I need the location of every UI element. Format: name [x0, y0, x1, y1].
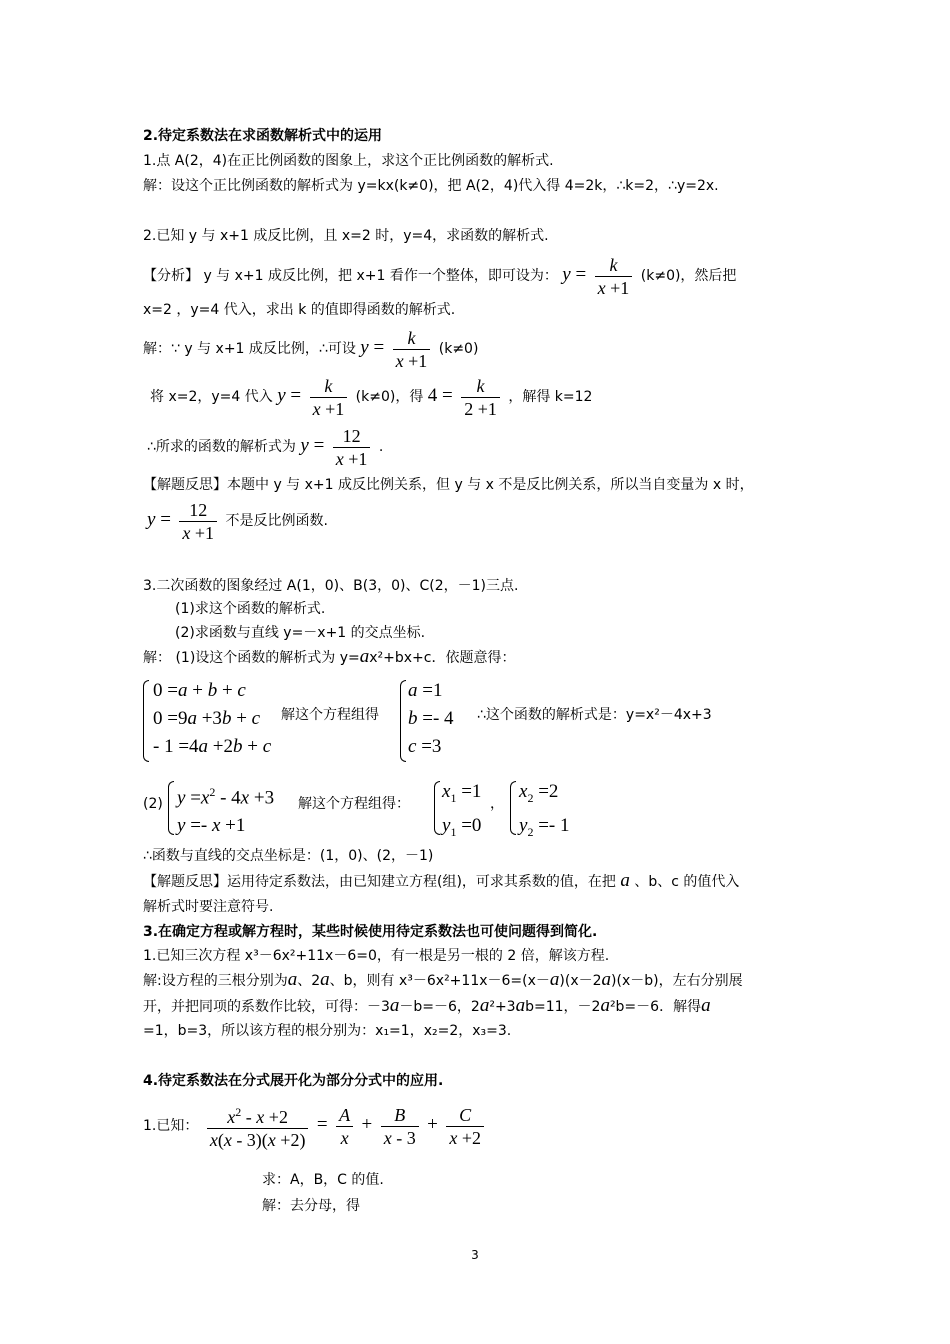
part-2-label: (2)	[143, 796, 163, 812]
p5-text: 1.已知：	[143, 1118, 199, 1134]
result-text: ∴所求的函数的解析式为	[147, 439, 296, 455]
fraction-12-over-x1: $\frac{12}{x +1}$	[179, 499, 217, 544]
math-eq: =	[316, 1114, 328, 1135]
math-a: a	[549, 969, 560, 990]
brace-left	[143, 680, 149, 762]
fraction-k-over-x1: $\frac{k}{x +1}$	[393, 327, 431, 372]
math-eq: =	[308, 435, 325, 456]
problem-1-solution: 解：设这个正比例函数的解析式为 y=kx(k≠0)，把 A(2，4)代入得 4=2k，∴k=2，∴y=2x.	[143, 178, 719, 194]
fraction-lhs: $\frac{x^2 - x +2}{x(x - 3)(x +2)}$	[207, 1101, 309, 1151]
brace-left	[510, 781, 516, 835]
math-y: y	[277, 385, 286, 406]
problem-2-reflection-cont	[147, 498, 328, 544]
subst-text: 将 x=2，y=4 代入	[150, 389, 273, 405]
reflection-text-b: 不是反比例函数.	[225, 513, 328, 529]
problem-2-substitution	[150, 374, 592, 420]
page-number: 3	[471, 1248, 479, 1262]
function-answer: ∴这个函数的解析式是：y=x²－4x+3	[477, 707, 712, 723]
problem-1-question: 1.点 A(2，4)在正比例函数的图象上，求这个正比例函数的解析式.	[143, 153, 554, 169]
math-eq: =	[155, 509, 171, 530]
fraction-C-over-x+2: $\frac{C}{x +2}$	[446, 1104, 484, 1149]
reflection-text: 【解题反思】运用待定系数法，由已知建立方程(组)，可求其系数的值，在把	[143, 874, 616, 890]
solve-text-2: 解这个方程组得：	[298, 796, 410, 812]
fraction-12-over-x1: $\frac{12}{x +1}$	[333, 425, 371, 470]
solve-text-1: 解这个方程组得	[281, 707, 379, 723]
problem-5-solution: 解：去分母，得	[262, 1198, 360, 1214]
problem-4-line3: =1，b=3，所以该方程的根分别为：x₁=1，x₂=2，x₃=3.	[143, 1023, 512, 1039]
equation-system-2: $y =x^2 - 4x +3$ y =- x +1	[177, 785, 275, 837]
fraction-B-over-x-3: $\frac{B}{x - 3}$	[381, 1104, 419, 1149]
fraction-k-over-x1: $\frac{k}{x +1}$	[310, 375, 348, 420]
solution-text-b: (k≠0)	[438, 341, 479, 357]
subst-text-c: ，解得 k=12	[508, 389, 593, 405]
problem-3-intersection: ∴函数与直线的交点坐标是：(1，0)、(2，－1)	[143, 848, 434, 864]
section-title-3: 3.在确定方程或解方程时，某些时候使用待定系数法也可使问题得到简化.	[143, 924, 598, 940]
comma: ，	[490, 796, 504, 812]
math-y: y	[562, 264, 571, 285]
math-y: y	[300, 435, 309, 456]
result-period: .	[378, 439, 384, 455]
problem-4-question: 1.已知三次方程 x³－6x²+11x－6=0，有一根是另一根的 2 倍，解该方程.	[143, 948, 610, 964]
problem-3-sub1: (1)求这个函数的解析式.	[175, 601, 326, 617]
section-title-2: 2.待定系数法在求函数解析式中的运用	[143, 128, 383, 144]
solution-text: 解： (1)设这个函数的解析式为 y=	[143, 650, 360, 666]
math-a: a	[600, 995, 610, 1016]
math-a: a	[620, 870, 630, 891]
problem-2-solution	[143, 326, 478, 372]
math-plus: +	[361, 1114, 373, 1135]
math-y: y	[360, 337, 369, 358]
analysis-text-b: (k≠0)，然后把	[640, 268, 737, 284]
math-a: a	[389, 995, 400, 1016]
math-eq: =	[285, 385, 302, 406]
reflection-text-b: 、b、c 的值代入	[634, 874, 740, 890]
problem-4-line2: 开，并把同项的系数作比较，可得：－3a－b=－6，2a²+3ab=11，－2a²b=－6．解得a	[143, 995, 711, 1016]
section-title-4: 4.待定系数法在分式展开化为部分分式中的应用.	[143, 1073, 444, 1089]
solution-text: 解：∵ y 与 x+1 成反比例，∴可设	[143, 341, 356, 357]
math-eq: =	[570, 264, 587, 285]
problem-2-question: 2.已知 y 与 x+1 成反比例，且 x=2 时，y=4，求函数的解析式.	[143, 228, 549, 244]
solution-system-2b: $x_2 =2$ $y_2 =- 1$	[519, 781, 570, 839]
problem-3-solution	[143, 647, 515, 668]
math-eq: =	[368, 337, 385, 358]
math-plus: +	[427, 1114, 438, 1135]
analysis-text: 【分析】 y 与 x+1 成反比例，把 x+1 看作一个整体，即可设为：	[143, 268, 558, 284]
problem-3-reflection	[143, 871, 739, 892]
brace-left	[400, 680, 406, 762]
brace-left	[168, 781, 174, 835]
math-a: a	[515, 995, 526, 1016]
solution-system-2a: $x_1 =1$ $y_1 =0$	[442, 781, 482, 839]
math-a: a	[287, 969, 298, 990]
problem-2-analysis-cont: x=2 ，y=4 代入，求出 k 的值即得函数的解析式.	[143, 302, 456, 318]
solution-text-b: x²+bx+c．依题意得：	[369, 650, 516, 666]
problem-5-question	[143, 1101, 488, 1151]
p4-text: 解:设方程的三根分别为	[143, 973, 288, 989]
math-a: a	[320, 969, 330, 990]
problem-2-reflection: 【解题反思】本题中 y 与 x+1 成反比例关系，但 y 与 x 不是反比例关系，所以当自变量为 x 时，	[143, 477, 754, 493]
problem-5-ask: 求：A，B，C 的值.	[262, 1172, 384, 1188]
math-a: a	[601, 969, 612, 990]
fraction-A-over-x: $\frac{A}{x}$	[336, 1104, 353, 1149]
brace-left	[434, 781, 440, 835]
math-a: a	[359, 646, 370, 667]
problem-2-result	[147, 424, 383, 470]
fraction-k-over-x1: $\frac{k}{x +1}$	[595, 254, 633, 299]
math-a: a	[479, 995, 490, 1016]
p4-text: 开，并把同项的系数作比较，可得：－3	[143, 999, 390, 1015]
math-a: a	[701, 995, 711, 1016]
math-y: y	[147, 509, 156, 530]
problem-3-sub2: (2)求函数与直线 y=－x+1 的交点坐标.	[175, 625, 426, 641]
problem-2-analysis	[143, 253, 736, 299]
problem-4-line1: 解:设方程的三根分别为a、2a、b，则有 x³－6x²+11x－6=(x－a)(x－2a)(x－b)，左右分别展	[143, 969, 743, 990]
problem-3-question: 3.二次函数的图象经过 A(1，0)、B(3，0)、C(2，－1)三点.	[143, 578, 519, 594]
solution-system-1: a =1 b =- 4 c =3	[408, 680, 454, 757]
equation-system-1: 0 =a + b + c 0 =9a +3b + c - 1 =4a +2b + c	[153, 680, 272, 757]
subst-text-b: (k≠0)，得	[355, 389, 424, 405]
problem-3-reflection-cont: 解析式时要注意符号.	[143, 899, 274, 915]
math-four: 4 =	[427, 385, 453, 406]
fraction-k-over-2plus1: $\frac{k}{2 +1}$	[461, 375, 500, 420]
